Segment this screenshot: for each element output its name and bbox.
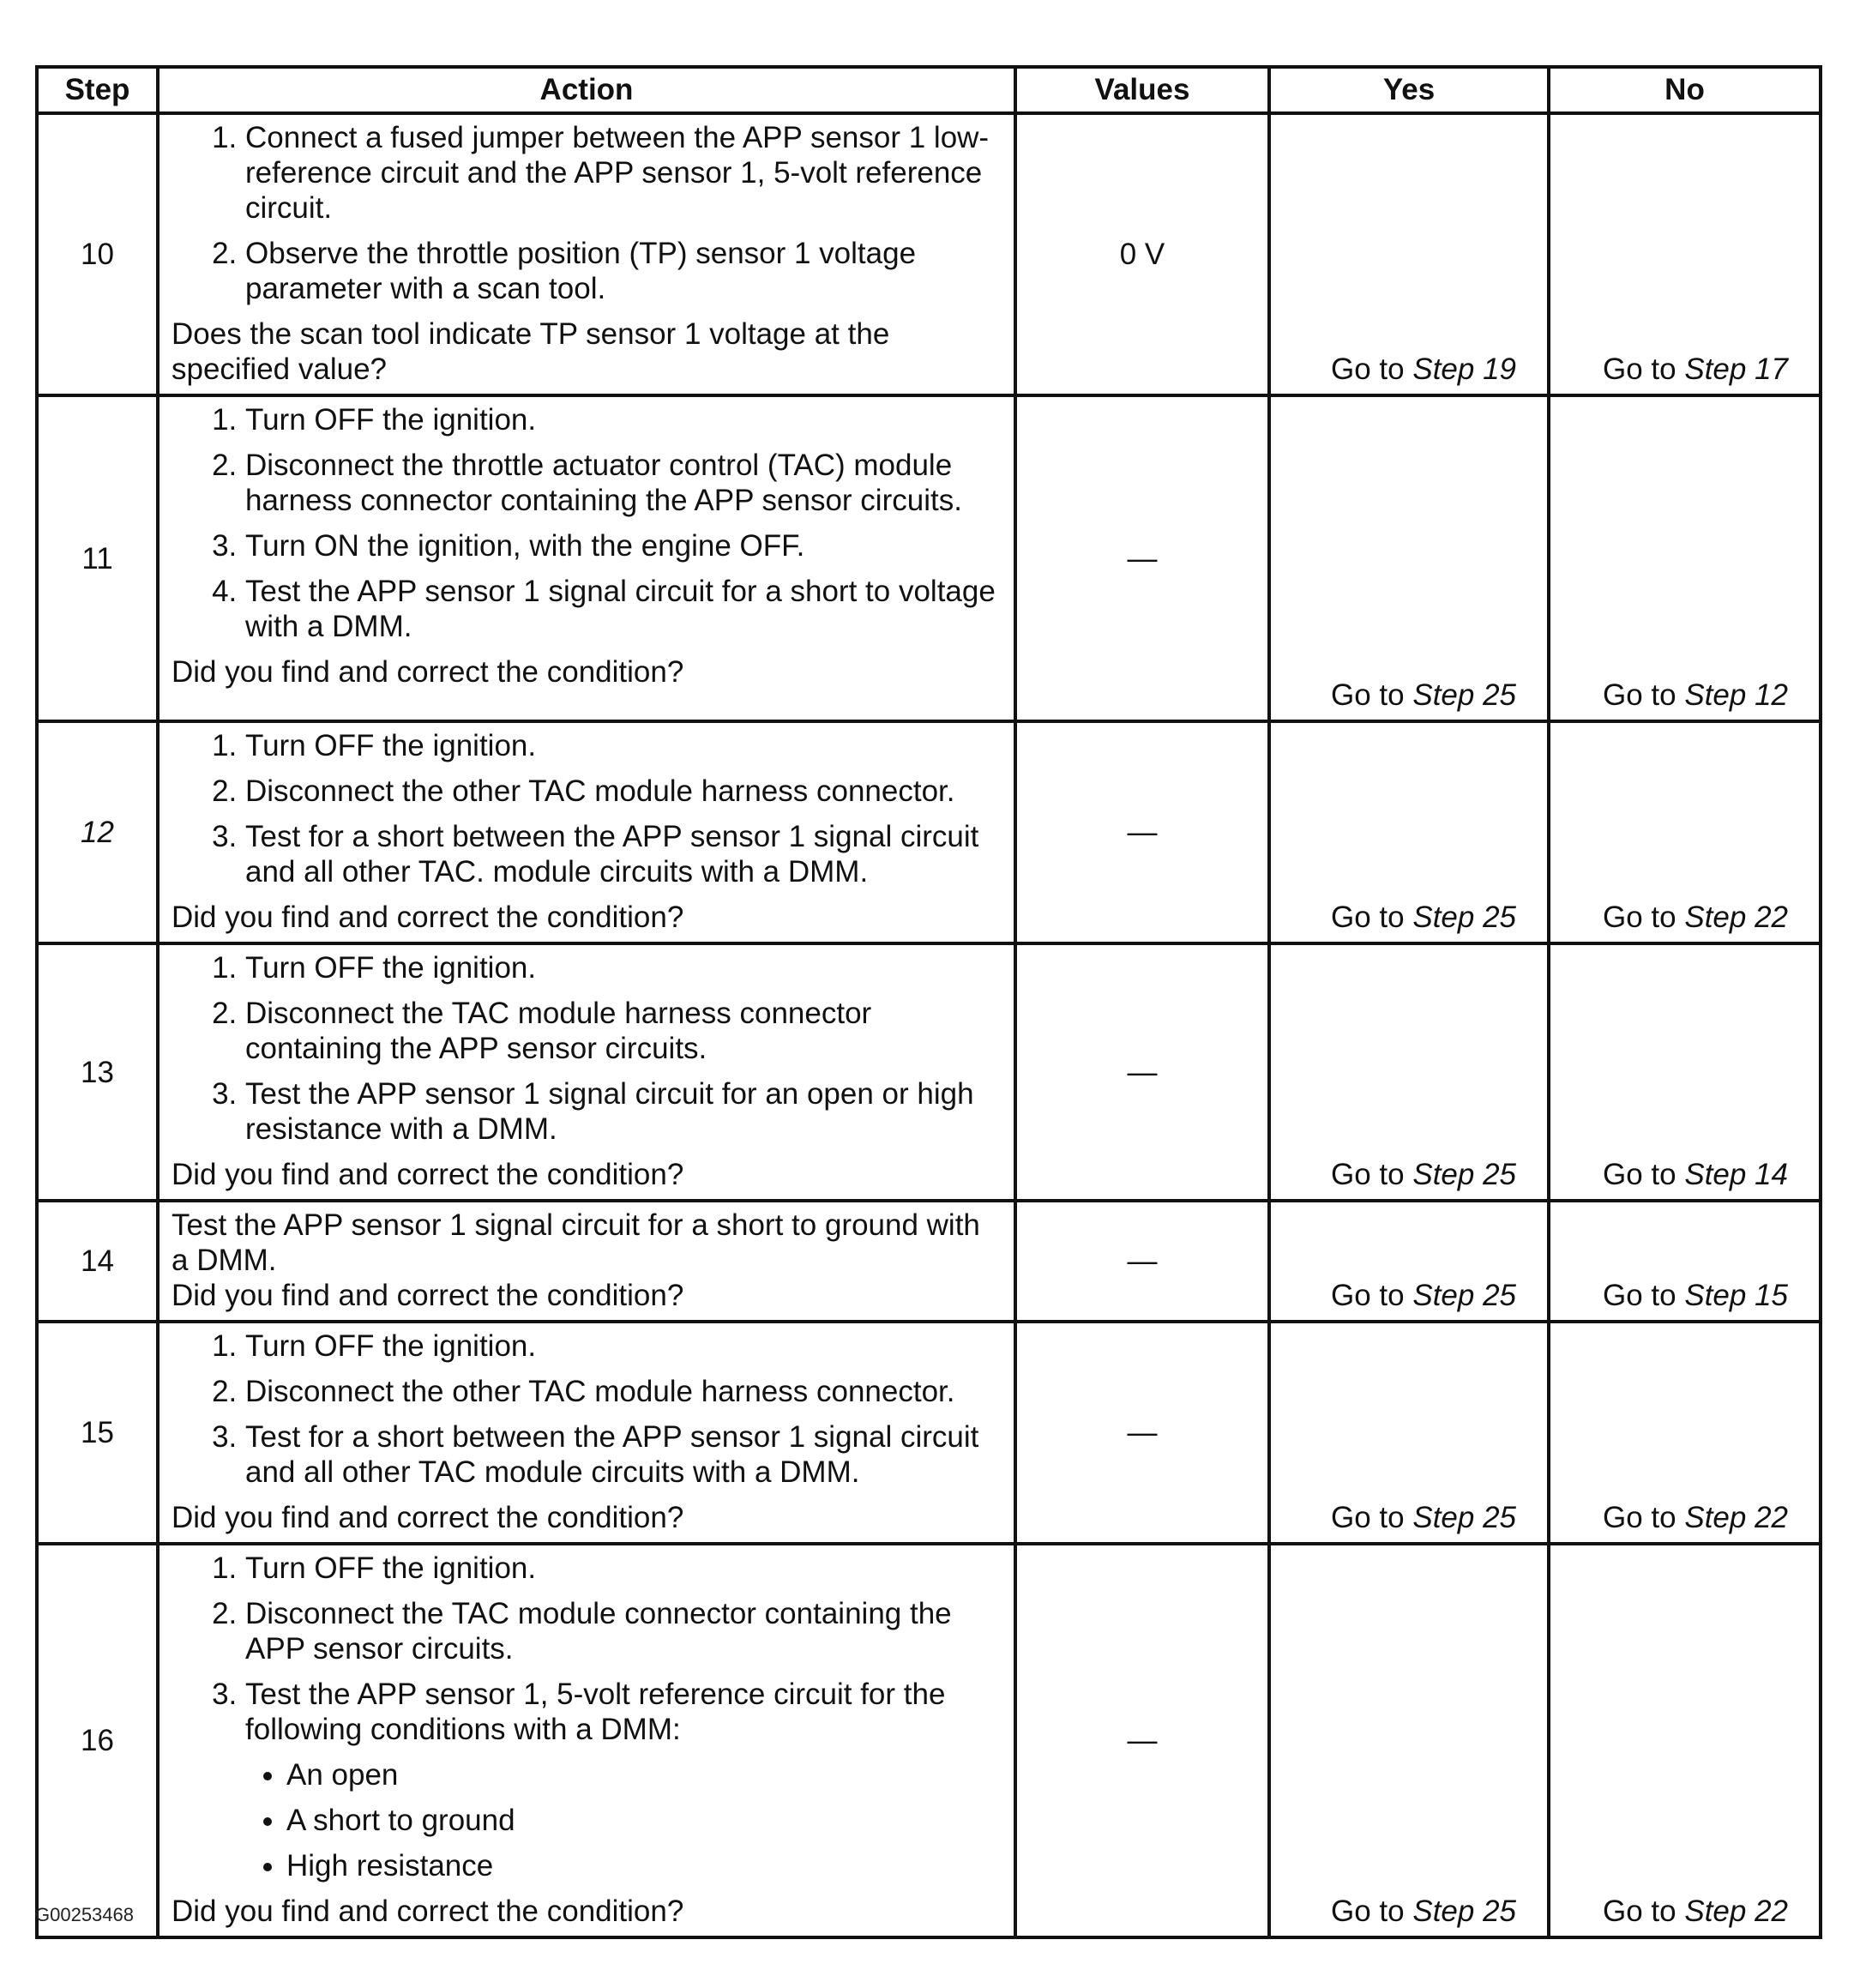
action-cell (158, 1544, 1015, 1937)
header-row (37, 67, 1821, 113)
table-row (37, 395, 1821, 721)
action-step: 3. Turn ON the ignition, with the engine OFF. (245, 528, 1005, 563)
action-steps (172, 402, 1005, 644)
yes-cell (1269, 943, 1549, 1201)
header-no: No (1549, 67, 1821, 113)
action-step: 2. Disconnect the other TAC module harness connector. (245, 774, 1005, 809)
action-step: 3. Test for a short between the APP sensor 1 signal circuit and all other TAC. module circuits with a DMM. (245, 819, 1005, 889)
step-number: 16 (37, 1544, 158, 1937)
condition-item: • A short to ground (286, 1803, 1005, 1838)
table-row (37, 943, 1821, 1201)
action-question: Does the scan tool indicate TP sensor 1 voltage at the specified value? (172, 317, 890, 386)
value-cell: — (1015, 943, 1269, 1201)
goto-prefix: Go to (1331, 678, 1413, 712)
table-row (37, 113, 1821, 395)
header-yes: Yes (1269, 67, 1549, 113)
value-cell: — (1015, 395, 1269, 721)
goto-prefix: Go to (1603, 1279, 1685, 1312)
step-number: 14 (37, 1201, 158, 1322)
value-cell: — (1015, 1322, 1269, 1544)
action-step: 1. Turn OFF the ignition. (245, 402, 1005, 437)
no-cell (1549, 721, 1821, 943)
yes-step-link[interactable]: Step 25 (1412, 678, 1516, 712)
action-question: Did you find and correct the condition? (172, 1895, 684, 1928)
yes-cell (1269, 113, 1549, 395)
diagnostic-table (35, 65, 1822, 1939)
action-step: 3. Test the APP sensor 1 signal circuit for an open or high resistance with a DMM. (245, 1076, 1005, 1147)
no-cell (1549, 395, 1821, 721)
goto-prefix: Go to (1603, 678, 1685, 712)
step-number: 11 (37, 395, 158, 721)
goto-prefix: Go to (1603, 352, 1685, 386)
goto-prefix: Go to (1331, 1501, 1413, 1534)
step-number: 10 (37, 113, 158, 395)
action-question: Did you find and correct the condition? (172, 1279, 684, 1312)
action-cell (158, 943, 1015, 1201)
no-step-link[interactable]: Step 22 (1684, 901, 1788, 934)
header-values: Values (1015, 67, 1269, 113)
action-cell (158, 395, 1015, 721)
step-number: 15 (37, 1322, 158, 1544)
yes-cell (1269, 1544, 1549, 1937)
condition-list (245, 1757, 1005, 1883)
action-steps (172, 120, 1005, 306)
action-question: Did you find and correct the condition? (172, 1501, 684, 1534)
action-question: Did you find and correct the condition? (172, 655, 684, 689)
yes-step-link[interactable]: Step 25 (1412, 1158, 1516, 1191)
no-cell (1549, 1201, 1821, 1322)
action-cell (158, 721, 1015, 943)
action-steps (172, 728, 1005, 889)
no-cell (1549, 1544, 1821, 1937)
action-step-text: Test the APP sensor 1, 5-volt reference circuit for the following conditions with a DMM: (245, 1678, 946, 1746)
goto-prefix: Go to (1331, 901, 1413, 934)
no-cell (1549, 1322, 1821, 1544)
goto-prefix: Go to (1331, 1158, 1413, 1191)
no-step-link[interactable]: Step 17 (1684, 352, 1788, 386)
yes-step-link[interactable]: Step 25 (1412, 1501, 1516, 1534)
action-step: 2. Disconnect the other TAC module harness connector. (245, 1374, 1005, 1409)
action-step: 1. Turn OFF the ignition. (245, 1551, 1005, 1586)
action-step: 2. Disconnect the TAC module connector containing the APP sensor circuits. (245, 1596, 1005, 1666)
figure-id: G00253468 (35, 1904, 134, 1925)
action-step: 2. Disconnect the throttle actuator control (TAC) module harness connector containing the APP sensor circuits. (245, 448, 1005, 518)
header-action: Action (158, 67, 1015, 113)
yes-cell (1269, 721, 1549, 943)
condition-item: • An open (286, 1757, 1005, 1792)
table-row (37, 1322, 1821, 1544)
action-question: Did you find and correct the condition? (172, 1158, 684, 1191)
action-steps (172, 950, 1005, 1147)
no-step-link[interactable]: Step 22 (1684, 1895, 1788, 1928)
header-step: Step (37, 67, 158, 113)
no-step-link[interactable]: Step 22 (1684, 1501, 1788, 1534)
goto-prefix: Go to (1603, 1158, 1685, 1191)
action-step: 1. Connect a fused jumper between the APP sensor 1 low-reference circuit and the APP sensor 1, 5-volt reference circuit. (245, 120, 1005, 226)
action-cell (158, 113, 1015, 395)
value-cell: — (1015, 1544, 1269, 1937)
diagnostic-table-sheet (35, 65, 1819, 1939)
step-number: 13 (37, 943, 158, 1201)
condition-item: • High resistance (286, 1848, 1005, 1883)
action-step: 1. Turn OFF the ignition. (245, 1328, 1005, 1364)
yes-step-link[interactable]: Step 25 (1412, 901, 1516, 934)
goto-prefix: Go to (1331, 352, 1413, 386)
yes-cell (1269, 395, 1549, 721)
action-cell (158, 1322, 1015, 1544)
no-step-link[interactable]: Step 12 (1684, 678, 1788, 712)
action-step: 1. Turn OFF the ignition. (245, 728, 1005, 763)
action-text: Test the APP sensor 1 signal circuit for a short to ground with a DMM. (172, 1208, 980, 1277)
yes-cell (1269, 1201, 1549, 1322)
no-step-link[interactable]: Step 14 (1684, 1158, 1788, 1191)
action-question: Did you find and correct the condition? (172, 901, 684, 934)
action-cell (158, 1201, 1015, 1322)
yes-cell (1269, 1322, 1549, 1544)
action-steps (172, 1551, 1005, 1883)
goto-prefix: Go to (1603, 1895, 1685, 1928)
no-step-link[interactable]: Step 15 (1684, 1279, 1788, 1312)
yes-step-link[interactable]: Step 25 (1412, 1279, 1516, 1312)
action-step: 2. Disconnect the TAC module harness connector containing the APP sensor circuits. (245, 996, 1005, 1066)
goto-prefix: Go to (1603, 1501, 1685, 1534)
no-cell (1549, 943, 1821, 1201)
no-cell (1549, 113, 1821, 395)
step-number: 12 (37, 721, 158, 943)
value-cell: — (1015, 721, 1269, 943)
goto-prefix: Go to (1331, 1895, 1413, 1928)
action-steps (172, 1328, 1005, 1490)
table-row (37, 1201, 1821, 1322)
yes-step-link[interactable]: Step 19 (1412, 352, 1516, 386)
action-step (245, 1677, 1005, 1883)
table-row (37, 1544, 1821, 1937)
goto-prefix: Go to (1603, 901, 1685, 934)
action-step: 1. Turn OFF the ignition. (245, 950, 1005, 985)
yes-step-link[interactable]: Step 25 (1412, 1895, 1516, 1928)
action-step: 2. Observe the throttle position (TP) sensor 1 voltage parameter with a scan tool. (245, 236, 1005, 306)
value-cell: 0 V (1015, 113, 1269, 395)
action-step: 3. Test for a short between the APP sensor 1 signal circuit and all other TAC module circuits with a DMM. (245, 1419, 1005, 1490)
action-step: 4. Test the APP sensor 1 signal circuit for a short to voltage with a DMM. (245, 574, 1005, 644)
table-row (37, 721, 1821, 943)
goto-prefix: Go to (1331, 1279, 1413, 1312)
value-cell: — (1015, 1201, 1269, 1322)
